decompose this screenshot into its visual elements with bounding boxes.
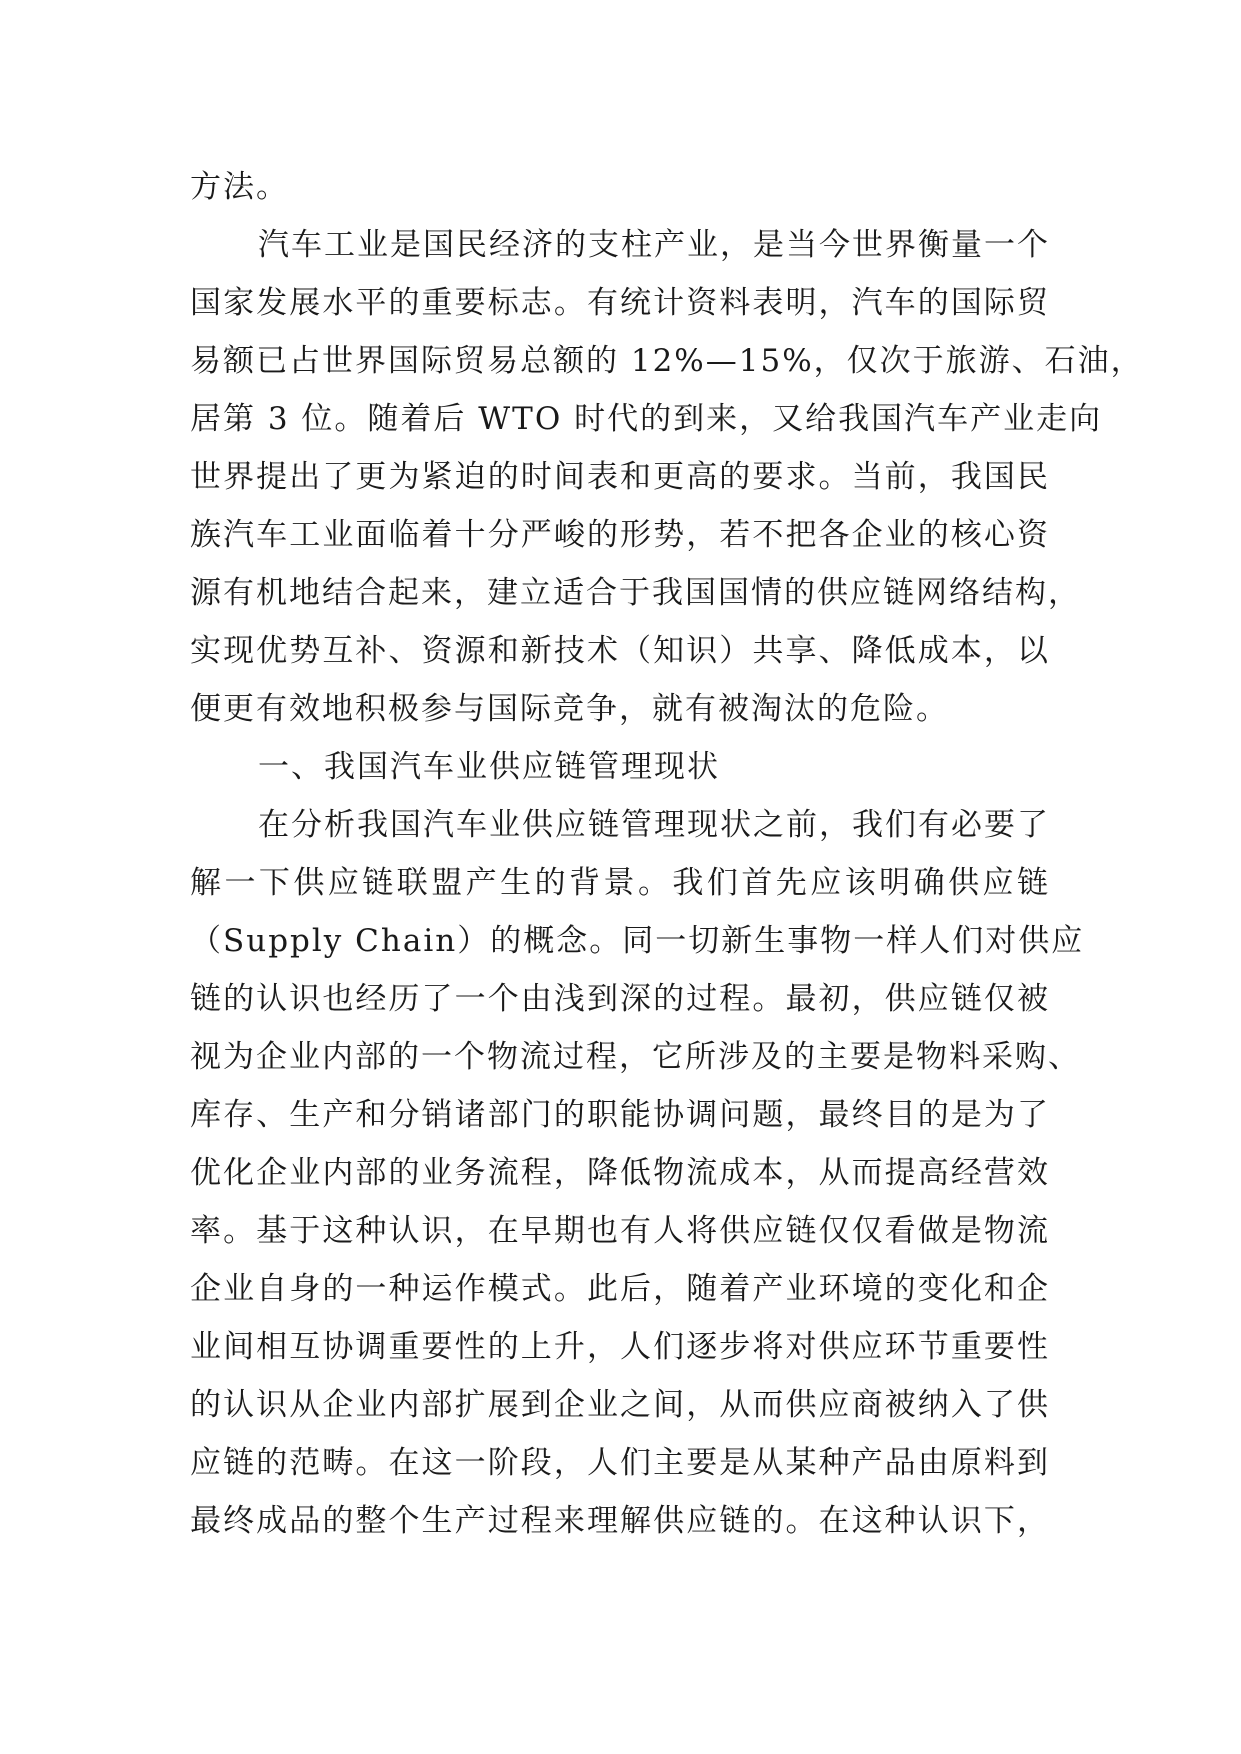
text-line: 国家发展水平的重要标志。有统计资料表明，汽车的国际贸 — [190, 285, 1050, 321]
text-line: （Supply Chain）的概念。同一切新生事物一样人们对供应 — [190, 923, 1085, 959]
text-line: 易额已占世界国际贸易总额的 12%—15%，仅次于旅游、石油， — [190, 343, 1144, 379]
text-line: 优化企业内部的业务流程，降低物流成本，从而提高经营效 — [190, 1155, 1050, 1191]
text-line: 链的认识也经历了一个由浅到深的过程。最初，供应链仅被 — [190, 981, 1050, 1017]
paragraph-start-line: 汽车工业是国民经济的支柱产业，是当今世界衡量一个 — [258, 227, 1050, 263]
text-line: 率。基于这种认识，在早期也有人将供应链仅仅看做是物流 — [190, 1213, 1050, 1249]
text-line: 库存、生产和分销诸部门的职能协调问题，最终目的是为了 — [190, 1097, 1050, 1133]
text-line: 最终成品的整个生产过程来理解供应链的。在这种认识下， — [190, 1503, 1050, 1539]
text-line: 应链的范畴。在这一阶段，人们主要是从某种产品由原料到 — [190, 1445, 1050, 1481]
text-line: 视为企业内部的一个物流过程，它所涉及的主要是物料采购、 — [190, 1039, 1081, 1075]
text-line: 实现优势互补、资源和新技术（知识）共享、降低成本，以 — [190, 633, 1050, 669]
text-line: 源有机地结合起来，建立适合于我国国情的供应链网络结构， — [190, 575, 1081, 611]
paragraph-end-line: 方法。 — [190, 169, 289, 205]
paragraph-start-line: 在分析我国汽车业供应链管理现状之前，我们有必要了 — [258, 807, 1050, 843]
text-line: 企业自身的一种运作模式。此后，随着产业环境的变化和企 — [190, 1271, 1050, 1307]
paragraph-end-line: 便更有效地积极参与国际竞争，就有被淘汰的危险。 — [190, 691, 949, 727]
text-line: 居第 3 位。随着后 WTO 时代的到来，又给我国汽车产业走向 — [190, 401, 1103, 437]
text-line: 业间相互协调重要性的上升，人们逐步将对供应环节重要性 — [190, 1329, 1050, 1365]
text-line: 族汽车工业面临着十分严峻的形势，若不把各企业的核心资 — [190, 517, 1050, 553]
body-text — [190, 158, 1144, 1550]
text-line: 的认识从企业内部扩展到企业之间，从而供应商被纳入了供 — [190, 1387, 1050, 1423]
text-line: 解一下供应链联盟产生的背景。我们首先应该明确供应链 — [190, 865, 1050, 901]
section-heading: 一、我国汽车业供应链管理现状 — [258, 749, 720, 785]
text-line: 世界提出了更为紧迫的时间表和更高的要求。当前，我国民 — [190, 459, 1050, 495]
